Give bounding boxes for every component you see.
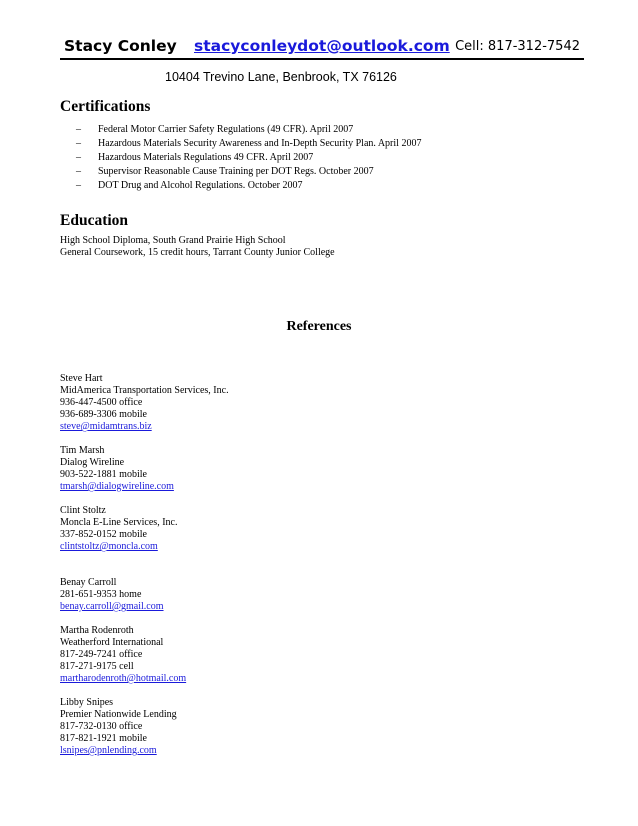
- reference-entry: [60, 373, 229, 433]
- reference-company: Premier Nationwide Lending: [60, 709, 177, 720]
- reference-entry: [60, 625, 229, 685]
- reference-email-link[interactable]: martharodenroth@hotmail.com: [60, 673, 187, 684]
- reference-company: Moncla E-Line Services, Inc.: [60, 517, 178, 528]
- reference-phone: 817-271-9175 cell: [60, 661, 134, 672]
- applicant-email-link[interactable]: stacyconleydot@outlook.com: [194, 37, 450, 55]
- certification-item: – Hazardous Materials Regulations 49 CFR. April 2007: [76, 152, 314, 163]
- reference-name: Benay Carroll: [60, 577, 117, 588]
- dash-bullet: –: [76, 124, 81, 135]
- certification-item: – Federal Motor Carrier Safety Regulations (49 CFR). April 2007: [76, 124, 354, 135]
- dash-bullet: –: [76, 138, 81, 149]
- reference-name: Libby Snipes: [60, 697, 114, 708]
- reference-entry: [60, 445, 229, 493]
- reference-company: MidAmerica Transportation Services, Inc.: [60, 385, 229, 396]
- reference-phone: 936-447-4500 office: [60, 397, 143, 408]
- reference-phone: 936-689-3306 mobile: [60, 409, 147, 420]
- dash-bullet: –: [76, 152, 81, 163]
- reference-phone: 817-732-0130 office: [60, 721, 143, 732]
- applicant-cell-phone: Cell: 817-312-7542: [455, 39, 580, 54]
- reference-name: Steve Hart: [60, 373, 103, 384]
- education-line: High School Diploma, South Grand Prairie High School: [60, 235, 286, 246]
- references-heading: References: [286, 319, 352, 334]
- certification-item: – Hazardous Materials Security Awareness and In-Depth Security Plan. April 2007: [76, 138, 422, 149]
- reference-entry: [60, 697, 229, 757]
- reference-phone: 817-821-1921 mobile: [60, 733, 147, 744]
- reference-company: Weatherford International: [60, 637, 164, 648]
- reference-company: Dialog Wireline: [60, 457, 125, 468]
- reference-email-link[interactable]: steve@midamtrans.biz: [60, 421, 152, 432]
- reference-email-link[interactable]: lsnipes@pnlending.com: [60, 745, 157, 756]
- reference-entry: [60, 577, 229, 613]
- certification-item: – DOT Drug and Alcohol Regulations. October 2007: [76, 180, 303, 191]
- reference-phone: 337-852-0152 mobile: [60, 529, 147, 540]
- reference-email-link[interactable]: benay.carroll@gmail.com: [60, 601, 164, 612]
- reference-name: Tim Marsh: [60, 445, 105, 456]
- reference-phone: 281-651-9353 home: [60, 589, 142, 600]
- applicant-address: 10404 Trevino Lane, Benbrook, TX 76126: [165, 70, 397, 84]
- certification-item: – Supervisor Reasonable Cause Training per DOT Regs. October 2007: [76, 166, 374, 177]
- reference-name: Clint Stoltz: [60, 505, 106, 516]
- education-block: [60, 235, 335, 259]
- reference-email-link[interactable]: clintstoltz@moncla.com: [60, 541, 158, 552]
- applicant-name: Stacy Conley: [64, 37, 177, 55]
- resume-header: [60, 34, 584, 60]
- reference-name: Martha Rodenroth: [60, 625, 134, 636]
- education-heading: Education: [60, 212, 129, 229]
- reference-phone: 817-249-7241 office: [60, 649, 143, 660]
- dash-bullet: –: [76, 166, 81, 177]
- certifications-list: [76, 123, 421, 193]
- dash-bullet: –: [76, 180, 81, 191]
- reference-entry: [60, 505, 229, 553]
- reference-email-link[interactable]: tmarsh@dialogwireline.com: [60, 481, 174, 492]
- references-list: [60, 373, 229, 757]
- certifications-heading: Certifications: [60, 98, 151, 115]
- reference-phone: 903-522-1881 mobile: [60, 469, 147, 480]
- education-line: General Coursework, 15 credit hours, Tarrant County Junior College: [60, 247, 335, 258]
